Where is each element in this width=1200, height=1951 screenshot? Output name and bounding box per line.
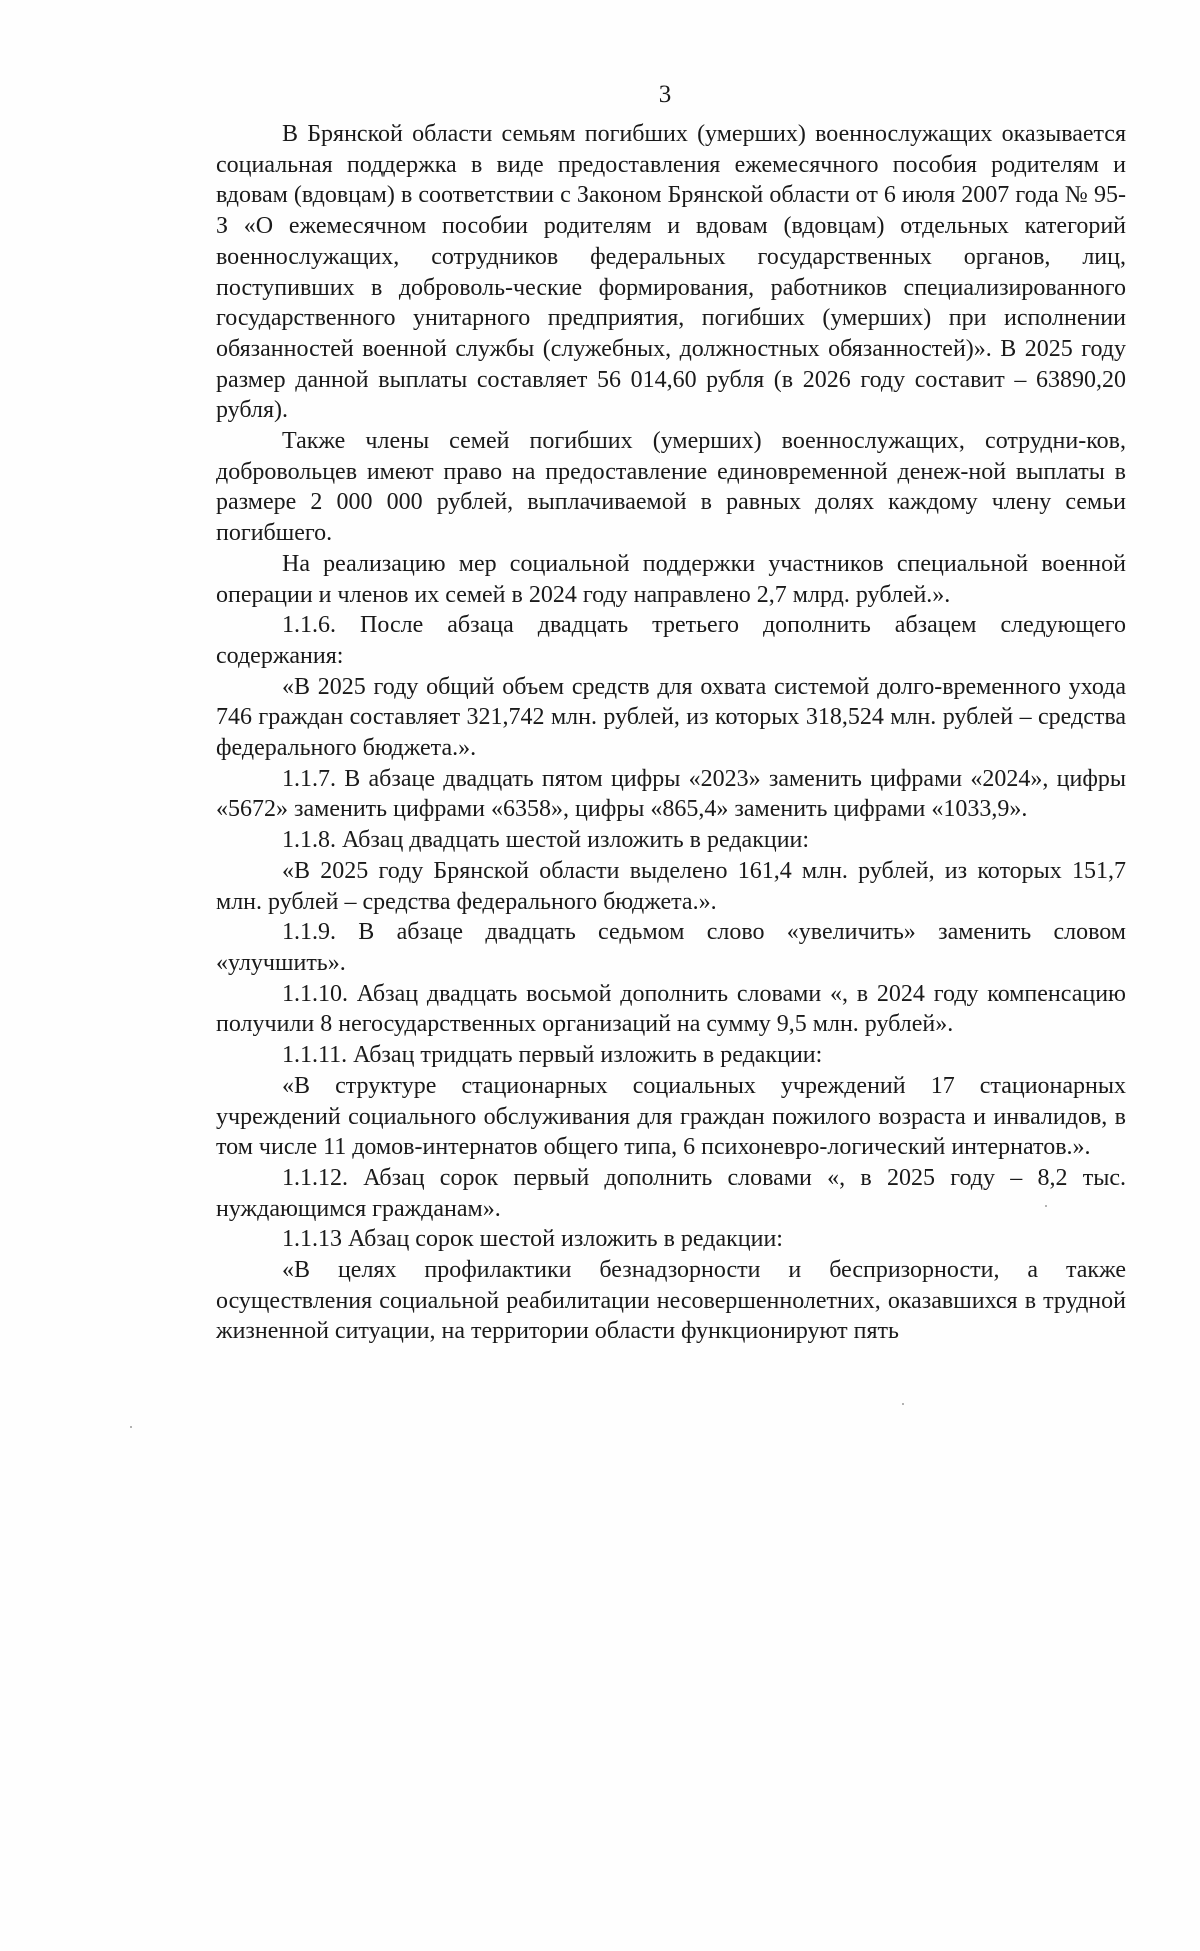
quote-bryansk-allocation: «В 2025 году Брянской области выделено 161,4 млн. рублей, из которых 151,7 млн. рублей – средства федерального бюджета.». xyxy=(216,857,1126,915)
scan-speck xyxy=(130,1426,132,1428)
clause-1-1-9: 1.1.9. В абзаце двадцать седьмом слово «увеличить» заменить словом «улучшить». xyxy=(216,919,1126,976)
page-number: 3 xyxy=(658,81,672,108)
clause-1-1-6: 1.1.6. После абзаца двадцать третьего дополнить абзацем следующего содержания: xyxy=(216,612,1126,669)
paragraph-bryansk-support: В Брянской области семьям погибших (умерших) военнослужащих оказывается социальная поддержка в виде предоставления ежемесячного пособия родителям и вдовам (вдовцам) в соответствии с Законом Брянской области от 6 июля 2007 года № 95-З «О ежемесячном пособии родителям и вдовам (вдовцам) отдельных категорий военнослужащих, сотрудников федеральных государственных органов, лиц, поступивших в доброволь-ческие формирования, работников специализированного государственного унитарного предприятия, погибших (умерших) при исполнении обязанностей военной службы (служебных, должностных обязанностей)». В 2025 году размер данной выплаты составляет 56 014,60 рубля (в 2026 году составит – 63890,20 рубля). xyxy=(216,121,1126,424)
clause-1-1-12: 1.1.12. Абзац сорок первый дополнить словами «, в 2025 году – 8,2 тыс. нуждающимся гражданам». xyxy=(216,1164,1126,1222)
quote-long-term-care: «В 2025 году общий объем средств для охвата системой долго-временного ухода 746 граждан составляет 321,742 млн. рублей, из которых 318,524 млн. рублей – средства федерального бюджета.». xyxy=(216,673,1126,762)
scan-speck xyxy=(1045,1205,1047,1207)
clause-1-1-10: 1.1.10. Абзац двадцать восьмой дополнить словами «, в 2024 году компенсацию получили 8 негосударственных организаций на сумму 9,5 млн. рублей». xyxy=(216,980,1126,1038)
quote-neglect-prevention: «В целях профилактики безнадзорности и беспризорности, а также осуществления социальной реабилитации несовершеннолетних, оказавшихся в трудной жизненной ситуации, на территории области функционируют пять xyxy=(216,1257,1126,1345)
clause-1-1-13: 1.1.13 Абзац сорок шестой изложить в редакции: xyxy=(282,1226,783,1253)
paragraph-lump-sum-payment: Также члены семей погибших (умерших) военнослужащих, сотрудни-ков, добровольцев имеют право на предоставление единовременной денеж-ной выплаты в размере 2 000 000 рублей, выплачиваемой в равных долях каждому члену семьи погибшего. xyxy=(216,428,1126,547)
clause-1-1-8: 1.1.8. Абзац двадцать шестой изложить в редакции: xyxy=(282,827,810,854)
quote-stationary-institutions: «В структуре стационарных социальных учреждений 17 стационарных учреждений социального обслуживания для граждан пожилого возраста и инвалидов, в том числе 11 домов-интернатов общего типа, 6 психоневро-логический интернатов.». xyxy=(216,1072,1126,1161)
scan-speck xyxy=(902,1403,904,1405)
paragraph-svo-funding: На реализацию мер социальной поддержки участников специальной военной операции и членов их семей в 2024 году направлено 2,7 млрд. рублей.». xyxy=(216,550,1126,608)
clause-1-1-11: 1.1.11. Абзац тридцать первый изложить в редакции: xyxy=(282,1042,823,1069)
clause-1-1-7: 1.1.7. В абзаце двадцать пятом цифры «2023» заменить цифрами «2024», цифры «5672» заменить цифрами «6358», цифры «865,4» заменить цифрами «1033,9». xyxy=(216,765,1126,823)
document-body xyxy=(216,119,1126,1347)
